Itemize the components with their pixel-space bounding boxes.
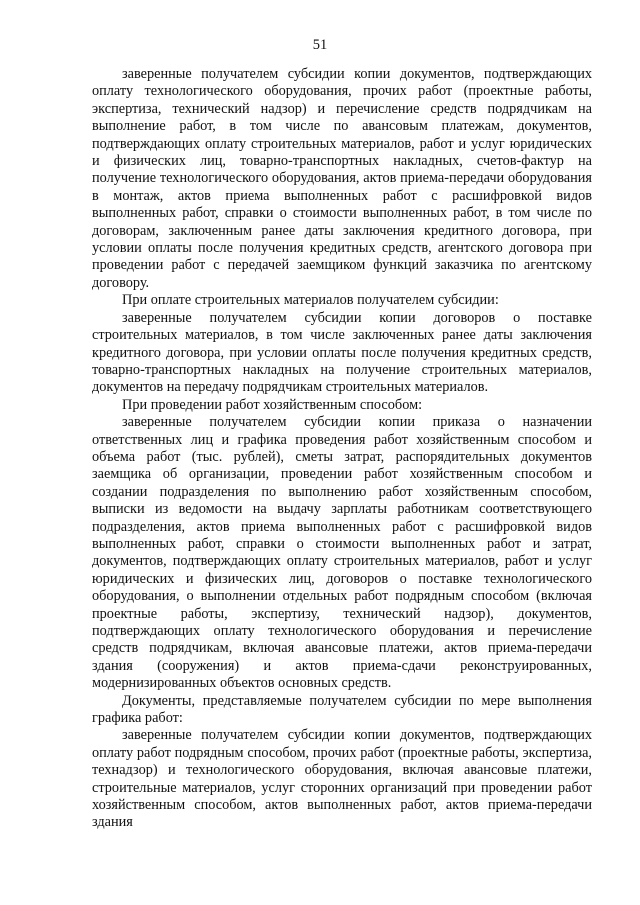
paragraph-3: заверенные получателем субсидии копии договоров о поставке строительных материалов, в том числе заключенных ранее даты заключения кредитного договора, при условии оплаты после получения кредитных средств, товарно-транспортных накладных на получение строительных материалов, документов на передачу подрядчикам строительных материалов.: [92, 309, 592, 396]
paragraph-7: заверенные получателем субсидии копии документов, подтверждающих оплату работ подрядным способом, прочих работ (проектные работы, экспертиза, технадзор) и технологического оборудования, включая авансовые платежи, строительные материалов, услуг сторонних организаций при проведении работ хозяйственным способом, актов выполненных работ, актов приема-передачи здания: [92, 727, 592, 831]
paragraph-5: заверенные получателем субсидии копии приказа о назначении ответственных лиц и графика проведения работ хозяйственным способом и объема работ (тыс. рублей), сметы затрат, распорядительных документов заемщика об организации, проведении работ хозяйственным способом и создании подразделения по выполнению работ хозяйственным способом, выписки из ведомости на выдачу зарплаты работникам соответствующего подразделения, актов приема выполненных работ с расшифровкой видов выполненных работ, справки о стоимости выполненных работ и затрат, документов, подтверждающих оплату строительных материалов, работ и услуг юридических и физических лиц, договоров о поставке технологического оборудования, о выполнении отдельных работ подрядным способом (включая проектные работы, экспертизу, технический надзор), документов, подтверждающих оплату технологического оборудования и перечисление средств подрядчикам, включая авансовые платежи, актов приема-передачи здания (сооружения) и актов приема-сдачи реконструированных, модернизированных объектов основных средств.: [92, 414, 592, 692]
paragraph-1: заверенные получателем субсидии копии документов, подтверждающих оплату технологического оборудования, прочих работ (проектные работы, экспертиза, технический надзор) и перечисление средств подрядчикам на выполнение работ, в том числе по авансовым платежам, документов, подтверждающих оплату строительных материалов, работ и услуг юридических и физических лиц, товарно-транспортных накладных, счетов-фактур на получение технологического оборудования, актов приема-передачи оборудования в монтаж, актов приема выполненных работ с расшифровкой видов выполненных работ, справки о стоимости выполненных работ, в том числе по договорам, заключенным ранее даты заключения кредитного договора, при условии оплаты после получения кредитных средств, агентского договора при проведении работ с передачей заемщиком функций заказчика по агентскому договору.: [92, 66, 592, 291]
page-number: 51: [312, 37, 328, 53]
paragraph-6: Документы, представляемые получателем субсидии по мере выполнения графика работ:: [92, 692, 592, 727]
paragraph-4: При проведении работ хозяйственным способом:: [122, 396, 423, 413]
document-body: [92, 66, 592, 832]
paragraph-2: При оплате строительных материалов получателем субсидии:: [122, 292, 499, 309]
